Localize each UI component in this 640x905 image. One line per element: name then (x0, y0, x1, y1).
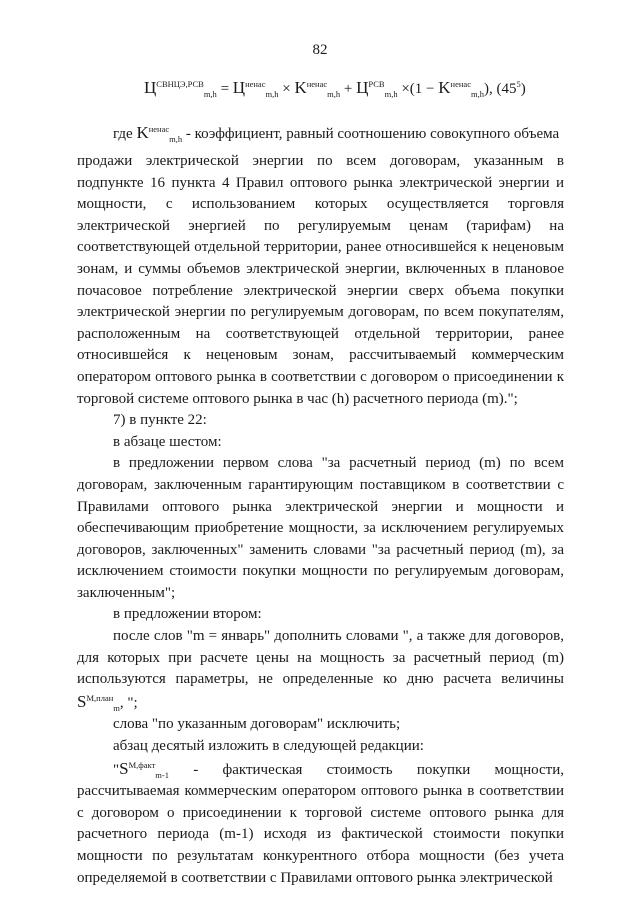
fact-sup: M,факт (128, 759, 156, 770)
formula-eq: = (216, 81, 233, 97)
where-prefix: где (113, 126, 137, 142)
formula-t1-symbol: Ц (232, 78, 246, 97)
fact-symbol: S (119, 758, 129, 778)
paragraph-tenth: абзац десятый изложить в следующей редакции: (113, 738, 424, 755)
formula-times-1: × (278, 81, 295, 97)
formula-t4-sup: ненас (450, 79, 471, 89)
where-symbol: K (136, 123, 149, 142)
formula-t1-sup: ненас (245, 79, 266, 89)
formula-t2-symbol: K (294, 78, 307, 97)
fact-text: - фактическая стоимость покупки мощности, рассчитываемая коммерческим оператором оптового рынка в соответствии с договором о присоединении к торговой системе оптового рынка для расчетного периода (m-1) исходя из фактической стоимости покупки мощности по результатам конкурентного отбора мощности (без учета определяемой в соответствии с Правилами оптового рынка электрической (77, 761, 564, 886)
where-sub: m,h (169, 134, 183, 144)
plan-cost-symbol (77, 691, 120, 713)
paragraph-sixth: в абзаце шестом: (113, 433, 222, 450)
formula-t4-symbol: K (438, 78, 451, 97)
paragraph-fact-cost (77, 758, 564, 890)
plan-sup: M,план (86, 692, 114, 703)
formula-paren-open: (1 − (409, 81, 439, 97)
formula-plus: + (340, 81, 357, 97)
paragraph-exclude: слова "по указанным договорам" исключить; (113, 716, 401, 733)
document-body (77, 121, 564, 889)
formula-lhs-sub: m,h (203, 89, 217, 99)
formula-t3-symbol: Ц (356, 78, 369, 97)
formula-lhs-symbol: Ц (144, 78, 157, 97)
formula-t4-sub: m,h (470, 89, 484, 99)
formula-t1-sub: m,h (265, 89, 279, 99)
formula-number-sup: 5 (516, 79, 521, 89)
paragraph-first-sentence: в предложении первом слова "за расчетный период (m) по всем договорам, заключенным гарантирующим поставщиком в соответствии с Правилами оптового рынка электрической энергии и мощности и обеспечивающим приобретение мощности, за исключением регулируемых договоров, заключенных" заменить словами "за расчетный период (m), за исключением стоимости покупки мощности по регулируемым договорам, заключенным"; (77, 455, 564, 601)
formula-times-2: × (397, 81, 410, 97)
where-line (77, 121, 564, 146)
paragraph-item-7: 7) в пункте 22: (113, 412, 207, 429)
paragraph-second-sentence: в предложении втором: (113, 606, 262, 623)
fact-cost-symbol (119, 758, 169, 780)
formula-t2-sup: ненас (306, 79, 328, 89)
paragraph-coefficient-definition: продажи электрической энергии по всем договорам, указанным в подпункте 16 пункта 4 Правил оптового рынка электрической энергии и мощности, с использованием которых осуществляется торговля электрической энергией по регулируемым ценам (тарифам) на соответствующей отдельной территории, ранее относившейся к неценовым зонам, и суммы объемов электрической энергии, включенных в плановое почасовое потребление электрической энергии сверх объема покупки электрической энергии по регулируемым договорам, по всем покупателям, расположенным на соответствующей отдельной территории, ранее относившейся к неценовым зонам, рассчитываемый коммерческим оператором оптового рынка в соответствии с договором о присоединении к торговой системе оптового рынка в час (h) расчетного периода (m)."; (77, 153, 564, 407)
formula-number-close: ) (520, 81, 526, 97)
formula-number: (45 (496, 81, 517, 97)
where-sup: ненас (148, 124, 170, 134)
plan-sub: m (113, 702, 120, 713)
where-coefficient (136, 123, 183, 144)
paragraph-after-words (77, 626, 564, 714)
formula-t2-sub: m,h (327, 89, 341, 99)
plan-tail: , "; (119, 694, 138, 711)
where-text: - коэффициент, равный соотношению совокупного объема (182, 126, 560, 142)
formula-t3-sub: m,h (384, 89, 398, 99)
plan-symbol: S (77, 691, 87, 711)
formula-45-5 (144, 78, 526, 98)
fact-sub: m-1 (155, 769, 169, 780)
after-words-text: после слов "m = январь" дополнить словами ", а также для договоров, для которых при расчете цены на мощность за расчетный период (m) используются параметры, не определенные ко дню расчета величины (77, 628, 564, 688)
formula-t3-sup: РСВ (368, 79, 385, 89)
formula-lhs-sup: СВНЦЭ,РСВ (156, 79, 204, 89)
formula-paren-close: ), (483, 81, 497, 97)
page-number: 82 (312, 42, 328, 58)
fact-quote: " (113, 761, 120, 778)
